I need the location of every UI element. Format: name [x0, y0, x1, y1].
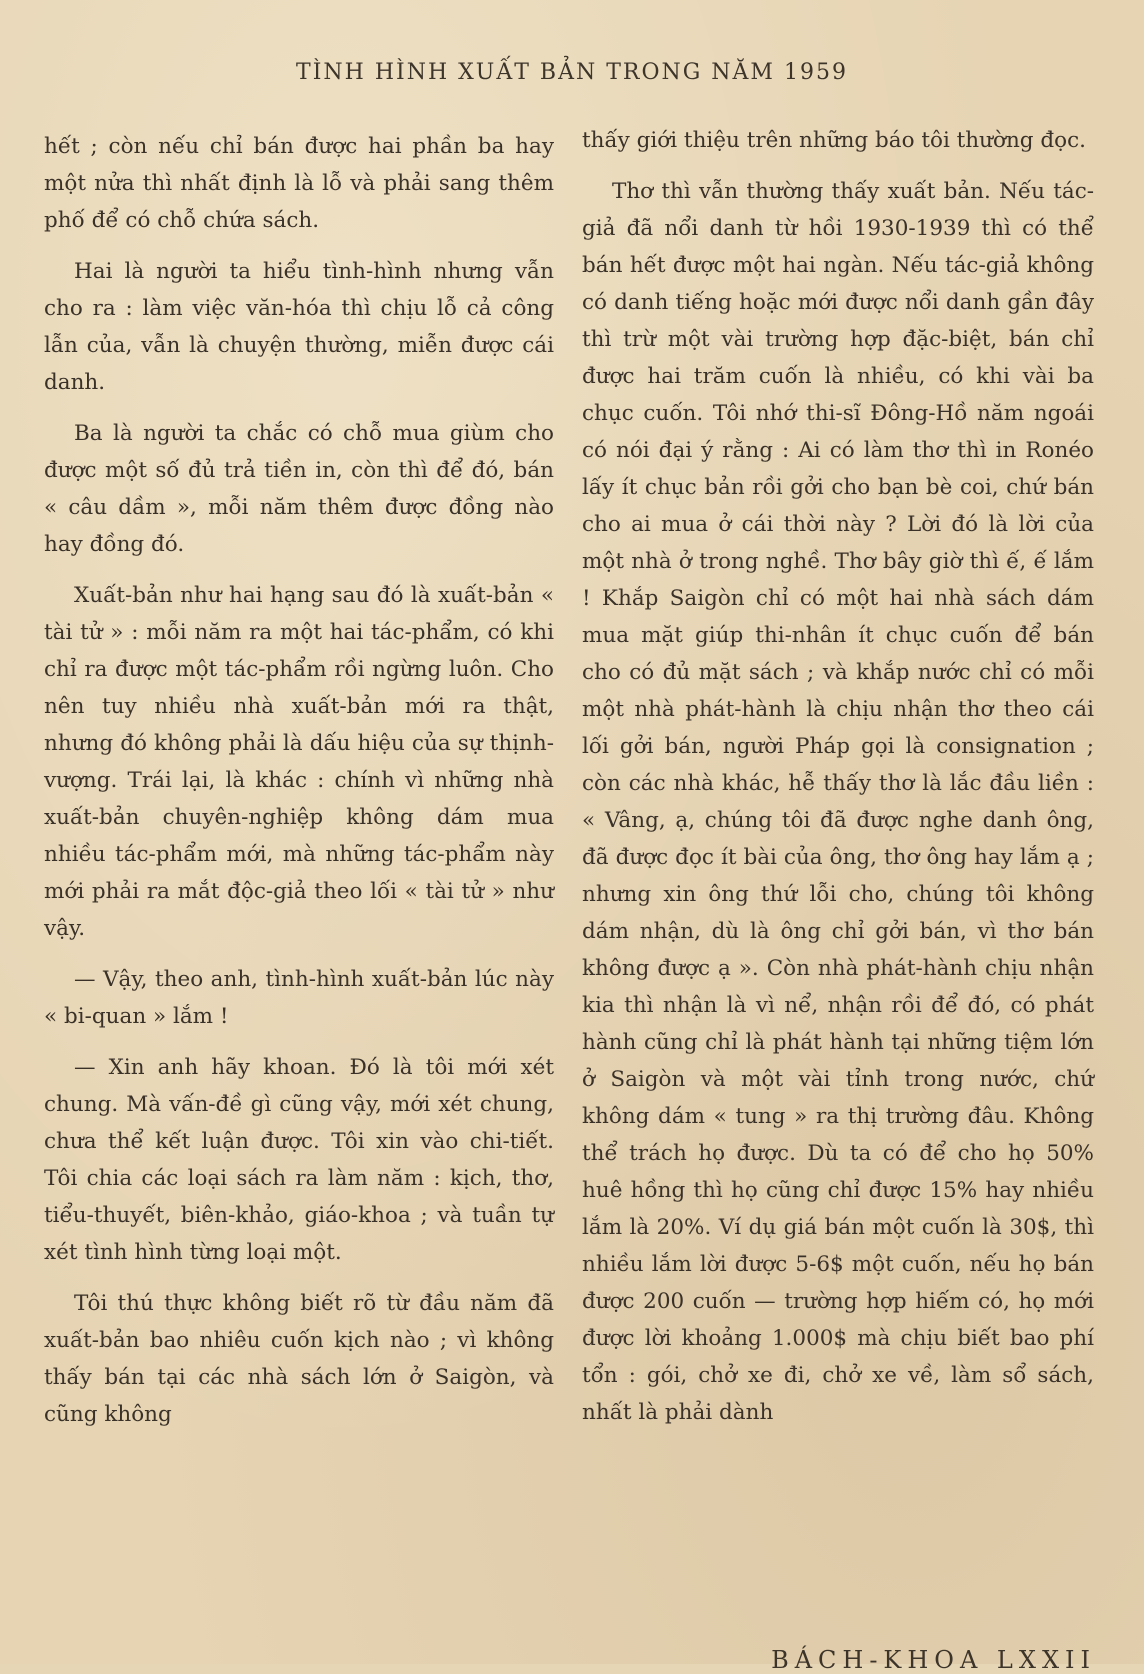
paragraph: hết ; còn nếu chỉ bán được hai phần ba hay một nửa thì nhất định là lỗ và phải sang thêm phố để có chỗ chứa sách. — [44, 134, 554, 233]
dialogue-paragraph: — Xin anh hãy khoan. Đó là tôi mới xét chung. Mà vấn-đề gì cũng vậy, mới xét chung, chưa thể kết luận được. Tôi xin vào chi-tiết. Tôi chia các loại sách ra làm năm : kịch, thơ, tiểu-thuyết, biên-khảo, giáo-khoa ; và tuần tự xét tình hình từng loại một. — [44, 1055, 554, 1265]
paragraph: Tôi thú thực không biết rõ từ đầu năm đã xuất-bản bao nhiêu cuốn kịch nào ; vì không thấy bán tại các nhà sách lớn ở Saigòn, và cũng không — [44, 1291, 554, 1427]
paragraph: Thơ thì vẫn thường thấy xuất bản. Nếu tác-giả đã nổi danh từ hồi 1930-1939 thì có thể bán hết được một hai ngàn. Nếu tác-giả không có danh tiếng hoặc mới được nổi danh gần đây thì trừ một vài trường hợp đặc-biệt, bán chỉ được hai trăm cuốn là nhiều, có khi vài ba chục cuốn. Tôi nhớ thi-sĩ Đông-Hồ năm ngoái có nói đại ý rằng : Ai có làm thơ thì in Ronéo lấy ít chục bản rồi gởi cho bạn bè coi, chứ bán cho ai mua ở cái thời này ? Lời đó là lời của một nhà ở trong nghề. Thơ bây giờ thì ế, ế lắm ! Khắp Saigòn chỉ có một hai nhà sách dám mua mặt giúp thi-nhân ít chục cuốn để bán cho có đủ mặt sách ; và khắp nước chỉ có mỗi một nhà phát-hành là chịu nhận thơ theo cái lối gởi bán, người Pháp gọi là consignation ; còn các nhà khác, hễ thấy thơ là lắc đầu liền : « Vâng, ạ, chúng tôi đã được nghe danh ông, đã được đọc ít bài của ông, thơ ông hay lắm ạ ; nhưng xin ông thứ lỗi cho, chúng tôi không dám nhận, dù là ông chỉ gởi bán, vì thơ bán không được ạ ». Còn nhà phát-hành chịu nhận kia thì nhận là vì nể, nhận rồi để đó, có phát hành cũng chỉ là phát hành tại những tiệm lớn ở Saigòn và một vài tỉnh trong nước, chứ không dám « tung » ra thị trường đâu. Không thể trách họ được. Dù ta có để cho họ 50% huê hồng thì họ cũng chỉ được 15% hay nhiều lắm là 20%. Ví dụ giá bán một cuốn là 30$, thì nhiều lắm lời được 5-6$ một cuốn, nếu họ bán được 200 cuốn — trường hợp hiếm có, họ mới được lời khoảng 1.000$ mà chịu biết bao phí tổn : gói, chở xe đi, chở xe về, làm sổ sách, nhất là phải dành — [582, 179, 1094, 1425]
left-column — [44, 128, 554, 1447]
paragraph: thấy giới thiệu trên những báo tôi thường đọc. — [582, 128, 1086, 153]
paragraph: Xuất-bản như hai hạng sau đó là xuất-bản « tài tử » : mỗi năm ra một hai tác-phẩm, có khi chỉ ra được một tác-phẩm rồi ngừng luôn. Cho nên tuy nhiều nhà xuất-bản mới ra thật, nhưng đó không phải là dấu hiệu của sự thịnh-vượng. Trái lại, là khác : chính vì những nhà xuất-bản chuyên-nghiệp không dám mua nhiều tác-phẩm mới, mà những tác-phẩm này mới phải ra mắt độc-giả theo lối « tài tử » như vậy. — [44, 583, 554, 941]
right-column — [582, 122, 1094, 1445]
paragraph: Hai là người ta hiểu tình-hình nhưng vẫn cho ra : làm việc văn-hóa thì chịu lỗ cả công lẫn của, vẫn là chuyện thường, miễn được cái danh. — [44, 259, 554, 395]
paragraph: Ba là người ta chắc có chỗ mua giùm cho được một số đủ trả tiền in, còn thì để đó, bán « câu dầm », mỗi năm thêm được đồng nào hay đồng đó. — [44, 421, 554, 557]
page-footer: BÁCH-KHOA LXXII — [771, 1646, 1096, 1674]
running-header: TÌNH HÌNH XUẤT BẢN TRONG NĂM 1959 — [296, 60, 848, 85]
dialogue-paragraph: — Vậy, theo anh, tình-hình xuất-bản lúc này « bi-quan » lắm ! — [44, 967, 554, 1029]
